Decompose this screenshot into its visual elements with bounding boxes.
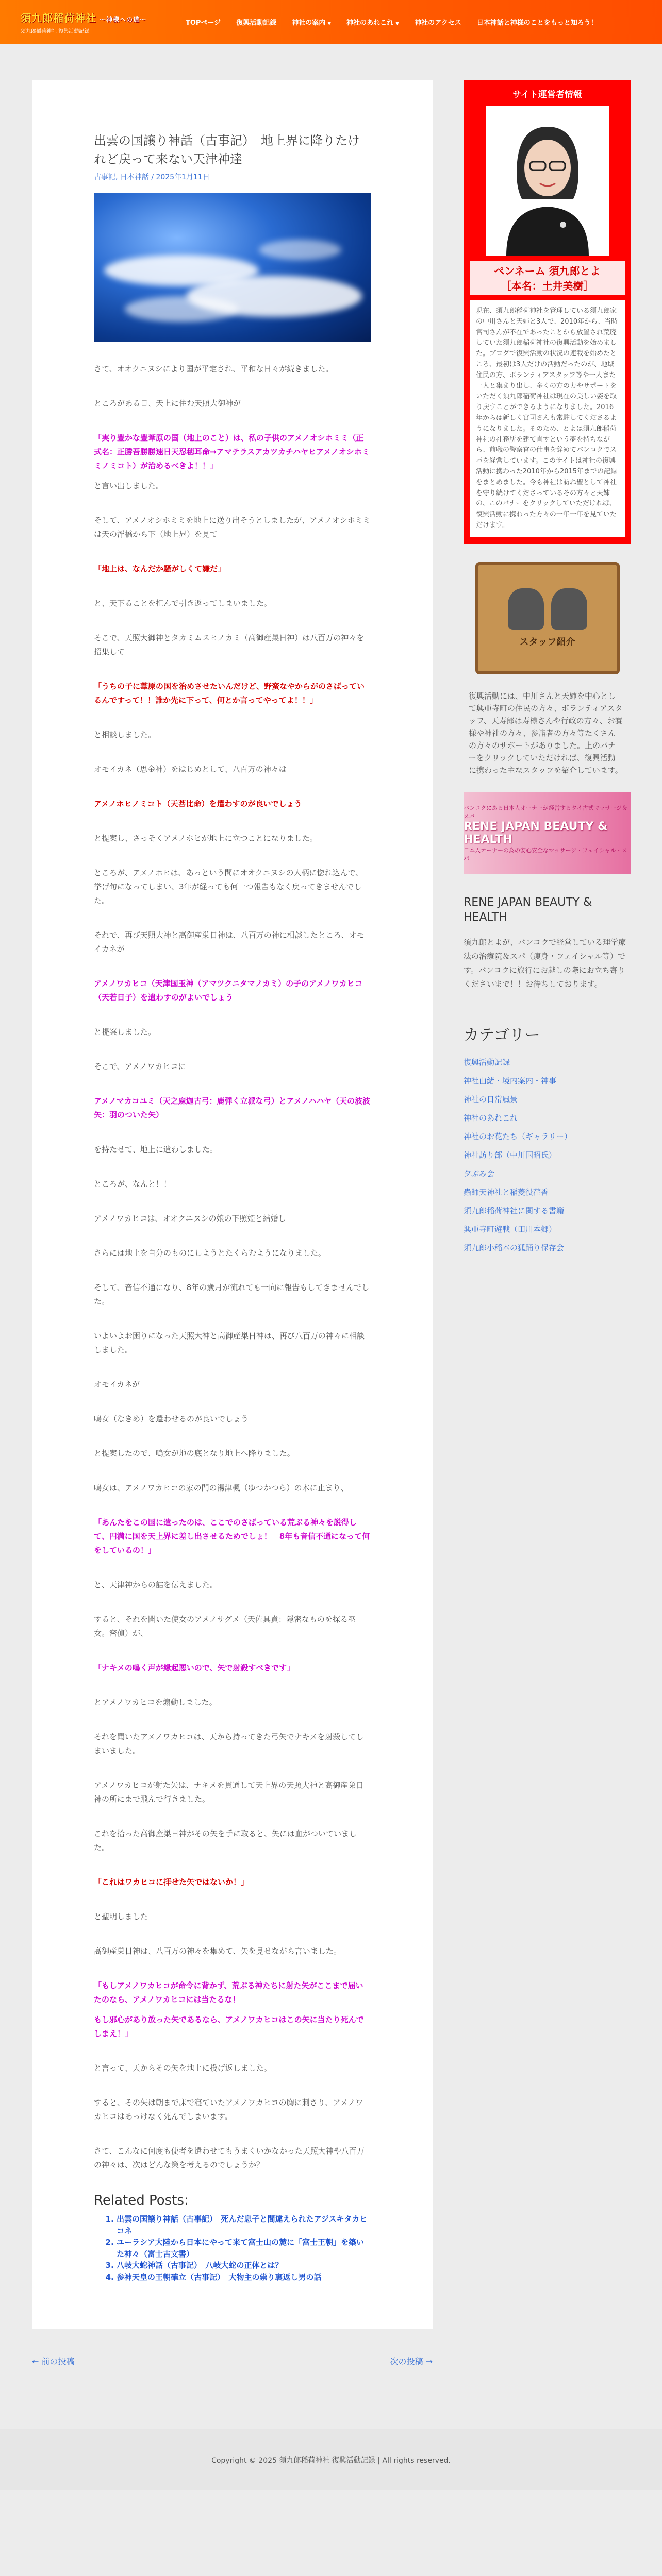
related-list	[94, 2213, 371, 2283]
article-paragraph: 「実り豊かな豊葦原の国（地上のこと）は、私の子供のアメノオシホミミ（正式名：正勝吾勝勝速日天忍穂耳命→アマテラスアカツカチハヤヒアメノオシホミミノミコト）が治めるべきよ！！」	[94, 433, 370, 470]
article-paragraph: アメノマカコユミ（天之麻迦古弓：鹿弾く立派な弓）とアメノハハヤ（天の波波矢：羽のついた矢）	[94, 1096, 371, 1120]
nav-item-label: 神社の案内	[292, 19, 326, 27]
category-link[interactable]: 蟲師天神社と稲菱役荏香	[464, 1188, 549, 1197]
article-paragraph: と提案したので、鳴女が地の底となり地上へ降りました。	[94, 1449, 295, 1458]
article-paragraph: と提案し、さっそくアメノホヒが地上に立つことになりました。	[94, 834, 318, 843]
article-body	[94, 362, 371, 2172]
article-paragraph: これを拾った高御産巣日神がその矢を手に取ると、矢には血がついていました。	[94, 1829, 357, 1852]
prev-post-link[interactable]: ← 前の投稿	[32, 2357, 75, 2366]
category-link[interactable]: 須九郎稲荷神社に関する書籍	[464, 1206, 565, 1216]
rene-banner[interactable]	[464, 792, 631, 874]
article-paragraph: 鳴女（なきめ）を遣わせるのが良いでしょう	[94, 1414, 249, 1423]
admin-info-box	[464, 80, 631, 544]
article-paragraph: 「ナキメの鳴く声が縁起悪いので、矢で射殺すべきです」	[94, 1663, 295, 1672]
article-paragraph: ところが、アメノホヒは、あっという間にオオクニヌシの人柄に惚れ込んで、挙げ句になってしまい、3年が経っても何一つ報告もなく戻ってきませんでした。	[94, 868, 363, 905]
site-tagline: 須九郎稲荷神社 復興活動記録	[21, 28, 90, 35]
article-paragraph: 高御産巣日神は、八百万の神々を集めて、矢を見せながら言いました。	[94, 1946, 341, 1956]
article-paragraph: 「これはワカヒコに拝せた矢ではないか！」	[94, 1877, 249, 1887]
article-paragraph: いよいよお困りになった天照大神と高御産巣日神は、再び八百万の神々に相談しました。	[94, 1331, 365, 1354]
banner-line-2: RENE JAPAN BEAUTY & HEALTH	[464, 820, 608, 846]
copyright-text: Copyright © 2025 須九郎稲荷神社 復興活動記録 | All rights reserved.	[211, 2456, 451, 2465]
category-link[interactable]: 神社のあれこれ	[464, 1113, 518, 1123]
category-link[interactable]: 神社由緒・境内案内・神事	[464, 1076, 557, 1086]
article-paragraph: ところがある日、天上に住む天照大御神が	[94, 399, 241, 408]
article-paragraph: を持たせて、地上に遣わしました。	[94, 1145, 218, 1154]
nav-item-0[interactable]	[186, 17, 221, 27]
chevron-down-icon: ▼	[327, 21, 332, 26]
article-paragraph: アメノホヒノミコト（天菩比命）を遣わすのが良いでしょう	[94, 799, 302, 808]
article-paragraph: 鳴女は、アメノワカヒコの家の門の湯津楓（ゆつかつら）の木に止まり、	[94, 1483, 349, 1493]
staff-faces	[508, 588, 587, 630]
categories-list	[464, 1053, 631, 1257]
category-link[interactable]: 復興活動記録	[464, 1058, 510, 1067]
article-paragraph: そして、アメノオシホミミを地上に送り出そうとしましたが、アメノオシホミミは天の浮橋から下（地上界）を見て	[94, 516, 371, 539]
article-paragraph: すると、それを聞いた使女のアメノサグメ（天佐具賣：隠密なものを探る巫女。密偵）が、	[94, 1615, 356, 1638]
article-paragraph: それを聞いたアメノワカヒコは、天から持ってきた弓矢でナキメを射殺してしまいました。	[94, 1732, 364, 1755]
admin-photo	[486, 106, 609, 256]
related-post-link[interactable]: 1. 出雲の国譲り神話（古事記） 死んだ息子と間違えられたアジスキタカヒコネ	[117, 2213, 371, 2236]
article-paragraph: すると、その矢は朝まで床で寝ていたアメノワカヒコの胸に刺さり、アメノワカヒコはあっけなく死んでしまいます。	[94, 2098, 363, 2121]
article-paragraph: さらには地上を自分のものにしようとたくらむようになりました。	[94, 1248, 326, 1258]
banner-line-1: バンコクにある日本人オーナーが経営するタイ古式マッサージ＆スパ	[464, 804, 628, 820]
article-paragraph: さて、こんなに何度も使者を遣わせてもうまくいかなかった天照大神や八百万の神々は、次はどんな策を考えるのでしょうか？	[94, 2146, 365, 2170]
banner-line-3: 日本人オーナーの為の安心安全なマッサージ・フェイシャル・スパ	[464, 846, 627, 862]
article-paragraph: とアメノワカヒコを煽動しました。	[94, 1698, 217, 1707]
staff-intro-sign[interactable]	[475, 562, 620, 674]
category-link[interactable]: 神社のお花たち（ギャラリー）	[464, 1132, 572, 1142]
nav-item-label: 神社のあれこれ	[346, 19, 394, 27]
category-link[interactable]: 神社訪り部（中川国昭氏）	[464, 1150, 557, 1160]
nav-item-label: 日本神話と神様のことをもっと知ろう！	[476, 19, 598, 27]
article-paragraph: アメノワカヒコは、オオクニヌシの娘の下照姫と結婚し	[94, 1214, 286, 1223]
chevron-down-icon: ▼	[395, 21, 400, 26]
article-paragraph: と、天下ることを拒んで引き返ってしまいました。	[94, 599, 272, 608]
site-title-text[interactable]: 須九郎稲荷神社	[21, 11, 96, 24]
article-paragraph: そこで、アメノワカヒコに	[94, 1062, 186, 1071]
site-header	[0, 0, 662, 44]
admin-name: ペンネーム 須九郎とよ ［本名：土井美樹］	[470, 261, 625, 295]
category-link[interactable]: 夕ぶみ会	[464, 1169, 495, 1179]
article-paragraph: 「もしアメノワカヒコが命令に背かず、荒ぶる神たちに射た矢がここまで届いたのなら、アメノワカヒコには当たるな！	[94, 1981, 363, 2004]
post-navigation	[32, 2329, 433, 2387]
nav-item-4[interactable]	[415, 17, 461, 27]
article-paragraph: と言って、天からその矢を地上に投げ返しました。	[94, 2063, 272, 2073]
sidebar	[464, 80, 631, 2387]
nav-item-label: 神社のアクセス	[415, 19, 461, 27]
article-paragraph: そこで、天照大御神とタカミムスヒノカミ（高御産巣日神）は八百万の神々を招集して	[94, 633, 365, 656]
nav-item-3[interactable]	[346, 17, 399, 27]
related-post-link[interactable]: 3. 八岐大蛇神話（古事記） 八岐大蛇の正体とは？	[117, 2260, 371, 2272]
related-posts	[94, 2193, 371, 2283]
admin-portrait-illustration	[486, 106, 609, 256]
related-heading: Related Posts:	[94, 2193, 189, 2208]
nav-item-1[interactable]	[236, 17, 276, 27]
hero-image	[94, 193, 371, 342]
rene-description: 須九郎とよが、バンコクで経営している理学療法の治療院＆スパ（痩身・フェイシャル等）です。バンコクに旅行にお越しの際にお立ち寄りくださいまで！！お待ちしております。	[464, 938, 626, 989]
article-paragraph: ところが、なんと！！	[94, 1179, 172, 1189]
article-paragraph: 「うちの子に葦原の国を治めさせたいんだけど、野蛮なやからがのさばっているんですって！！誰か先に下って、何とか言ってやってよ！！」	[94, 682, 365, 705]
article-paragraph: オモイカネ（思金神）をはじめとして、八百万の神々は	[94, 765, 287, 774]
staff-description: 復興活動には、中川さんと天姉を中心として興亜寺町の住民の方々、ボランティアスタッフ、天寿郎は寿様さんや行政の方々、お賽様や神社の方々、参詣者の方々等たくさんの方々のサポートがありました。上のバナーをクリックしていただければ、復興活動に携わった主なスタッフを紹介しています。	[469, 691, 623, 775]
admin-box-title: サイト運営者情報	[512, 90, 582, 100]
categories-heading: カテゴリー	[464, 1026, 540, 1045]
article-paragraph: と言い出しました。	[94, 481, 164, 490]
rene-heading: RENE JAPAN BEAUTY & HEALTH	[464, 895, 592, 924]
post-meta[interactable]: 古事記, 日本神話 / 2025年1月11日	[94, 173, 210, 181]
site-subtitle: 〜神様への道〜	[100, 15, 147, 23]
article-paragraph: と提案しました。	[94, 1027, 156, 1037]
related-post-link[interactable]: 4. 参神天皇の王朝確立（古事記） 大物主の祟り裏返し男の話	[117, 2272, 371, 2283]
site-title[interactable]	[21, 10, 175, 25]
article-paragraph: 「地上は、なんだか騒がしくて嫌だ」	[94, 564, 226, 573]
article-paragraph: オモイカネが	[94, 1380, 140, 1389]
next-post-link[interactable]: 次の投稿 →	[390, 2357, 433, 2366]
staff-face-right	[551, 588, 587, 630]
article	[32, 80, 433, 2329]
main-column	[32, 80, 433, 2387]
article-paragraph: もし邪心があり放った矢であるなら、アメノワカヒコはこの矢に当たり死んでしまえ！」	[94, 2015, 364, 2038]
article-paragraph: さて、オオクニヌシにより国が平定され、平和な日々が続きました。	[94, 364, 334, 374]
article-paragraph: そして、音信不通になり、8年の歳月が流れても一向に報告もしてきませんでした。	[94, 1283, 370, 1306]
category-link[interactable]: 興亜寺町遊戦（田川本郷）	[464, 1225, 557, 1234]
staff-face-left	[508, 588, 544, 630]
article-paragraph: と聖明しました	[94, 1912, 148, 1921]
nav-item-2[interactable]	[292, 17, 331, 27]
article-paragraph: それで、再び天照大神と高御産巣日神は、八百万の神に相談したところ、オモイカネが	[94, 930, 365, 954]
nav-item-label: TOPページ	[186, 19, 221, 27]
admin-description: 現在、須九郎稲荷神社を管理している須九郎家の中川さんと天姉と3人で、2010年から、当時宮司さんが不在であったことから放置され荒廃していた須九郎稲荷神社の復興活動を始めました。ブログで復興活動の状況の連載を始めたところ、最初は3人だけの活動だったのが、地域住民の方、ボランティアスタッフ等や一人また一人と集まり出し、多くの方の力やサポートをいただく須九郎稲荷神社は現在の美しい姿を取り戻すことができるようになりました。2016年からは新しく宮司さんも常駐してくださるようになりました。そのため、とよは須九郎稲荷神社の社務所を建て直すという夢を持ちながら、前職の警察官の仕事を辞めてバンコクでスパを経営しています。このサイトは神社の復興活動に携わった2010年から2015年までの記録をまとめました。今も神社は訪ね聖として神社を守り続けてくださっているその方々と天姉の、このバナーをクリックしていただければ、復興活動に携わった方々の一年一年を見ていただけます。	[470, 300, 625, 537]
nav-item-label: 復興活動記録	[236, 19, 277, 27]
post-title: 出雲の国譲り神話（古事記） 地上界に降りたけれど戻って来ない天津神達	[94, 133, 360, 166]
staff-sign-label: スタッフ紹介	[519, 636, 575, 648]
article-paragraph: アメノワカヒコが射た矢は、ナキメを貫通して天上界の天照大神と高御産巣日神の所にまで飛んで行きました。	[94, 1781, 364, 1804]
article-paragraph: と、天津神からの詰を伝えました。	[94, 1580, 218, 1589]
site-footer	[0, 2429, 662, 2490]
nav-item-5[interactable]	[477, 17, 598, 27]
related-post-link[interactable]: 2. ユーラシア大陸から日本にやって来て富士山の麓に「富士王朝」を築いた神々（富士古文書）	[117, 2236, 371, 2260]
main-nav	[186, 17, 598, 27]
page-wrapper	[0, 44, 662, 2387]
category-link[interactable]: 神社の日常風景	[464, 1095, 518, 1105]
article-paragraph: 「あんたをこの国に遣ったのは、ここでのさばっている荒ぶる神々を説得して、円満に国を天上界に差し出させるためでしょ！ 8年も音信不通になって何をしているの！」	[94, 1518, 370, 1555]
site-brand[interactable]	[21, 10, 175, 35]
article-paragraph: と相談しました。	[94, 730, 156, 739]
category-link[interactable]: 須九郎小稲本の狐踊り保存会	[464, 1243, 565, 1253]
article-paragraph: アメノワカヒコ（天津国玉神（アマツクニタマノカミ）の子のアメノワカヒコ（天若日子）を遣わすのがよいでしょう	[94, 979, 362, 1002]
